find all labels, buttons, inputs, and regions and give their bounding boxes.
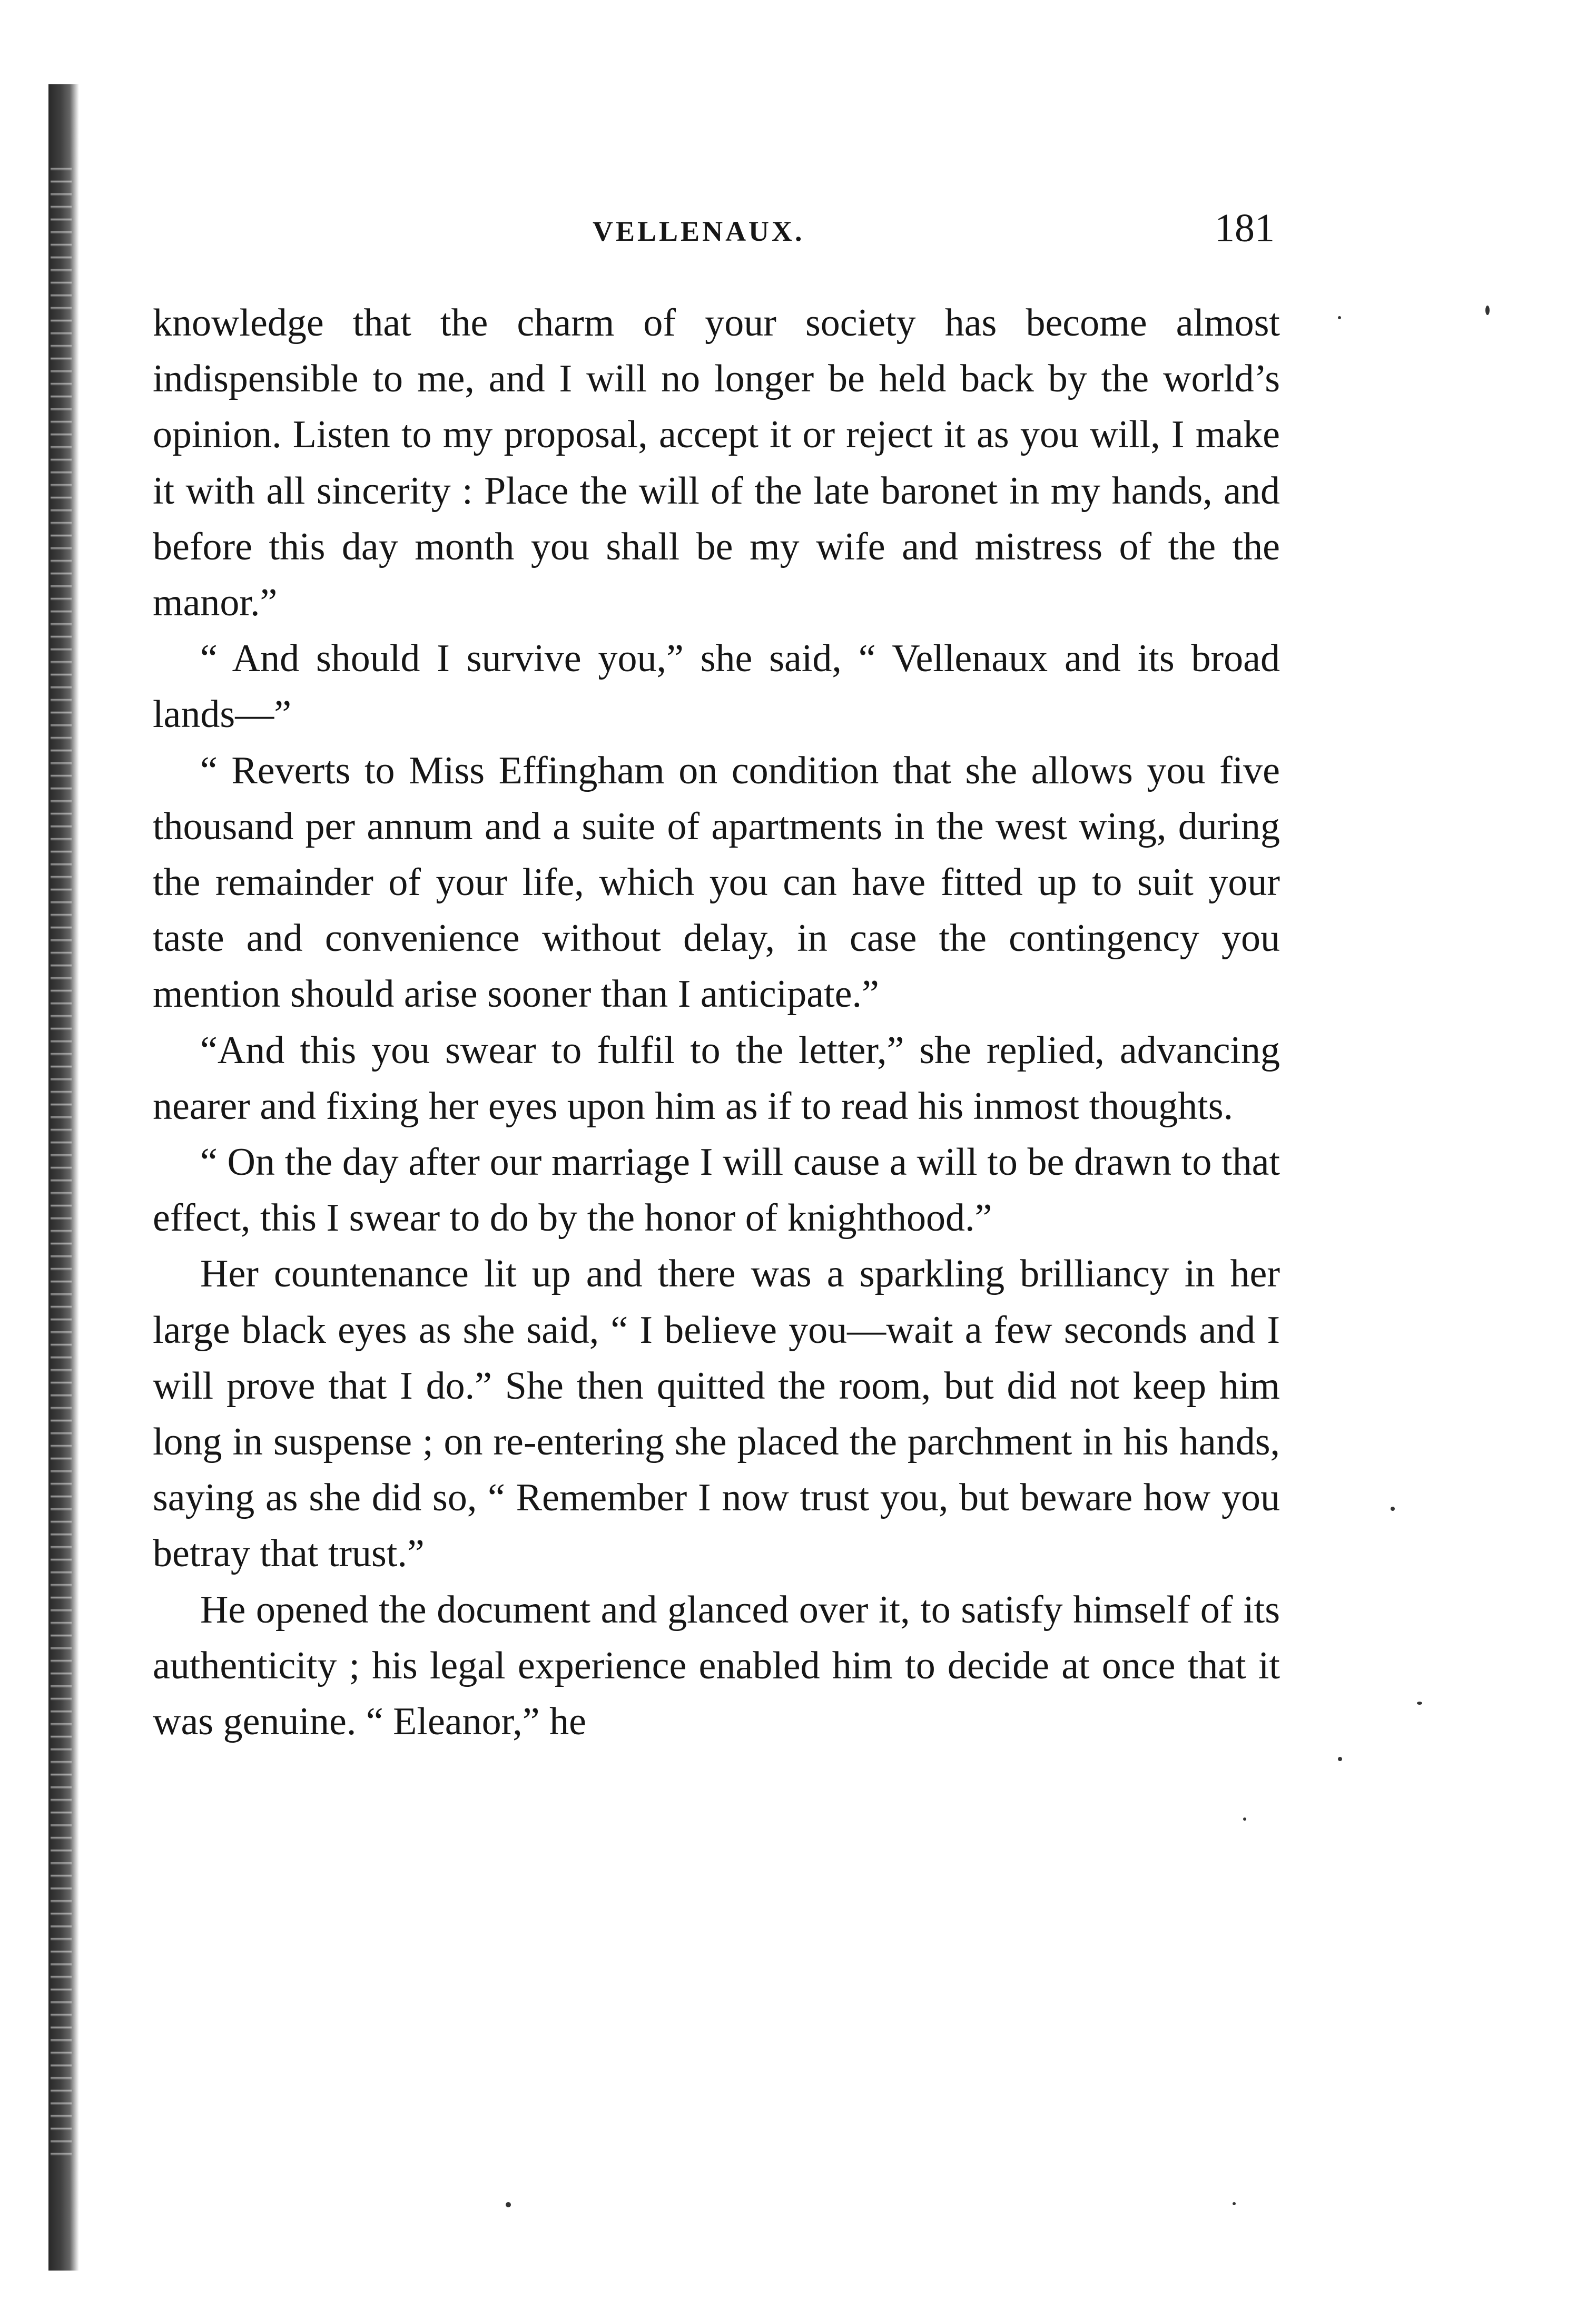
body-text (153, 295, 1280, 1750)
paragraph: He opened the document and glanced over it, to satisfy himself of its authenticity ; his legal experience enabled him to decide at once that it was genuine. “ Eleanor,” he (153, 1588, 1280, 1744)
paragraph: “ Reverts to Miss Effingham on condition that she allows you five thousand per annum and a suite of apartments in the west wing, during the remainder of your life, which you can have fitted up to suit your taste and convenience without delay, in case the contingency you mention should arise sooner than I anticipate.” (153, 749, 1280, 1016)
scan-noise (51, 158, 72, 2160)
paragraph: Her countenance lit up and there was a sparkling brilliancy in her large black eyes as she said, “ I believe you—wait a few seconds and I will prove that I do.” She then quitted the room, but did not keep him long in suspense ; on re-entering she placed the parchment in his hands, saying as she did so, “ Remember I now trust you, but beware how you betray that trust.” (153, 1252, 1280, 1576)
paragraph: “And this you swear to fulfil to the letter,” she replied, advancing nearer and fixing her eyes upon him as if to read his inmost thoughts. (153, 1028, 1280, 1128)
paragraph: knowledge that the charm of your society has become almost indispensible to me, and I will no longer be held back by the world’s opinion. Listen to my proposal, accept it or reject it as you will, I make it with all sincerity : Place the will of the late baronet in my hands, and before this day month you shall be my wife and mistress of the the manor.” (153, 301, 1280, 625)
paragraph: “ On the day after our marriage I will cause a will to be drawn to that effect, this I swear to do by the honor of knighthood.” (153, 1141, 1280, 1240)
running-title: VELLENAUX. (593, 215, 805, 247)
running-head (153, 205, 1275, 258)
page-number: 181 (1215, 206, 1275, 250)
paragraph: “ And should I survive you,” she said, “ Vellenaux and its broad lands—” (153, 637, 1280, 736)
